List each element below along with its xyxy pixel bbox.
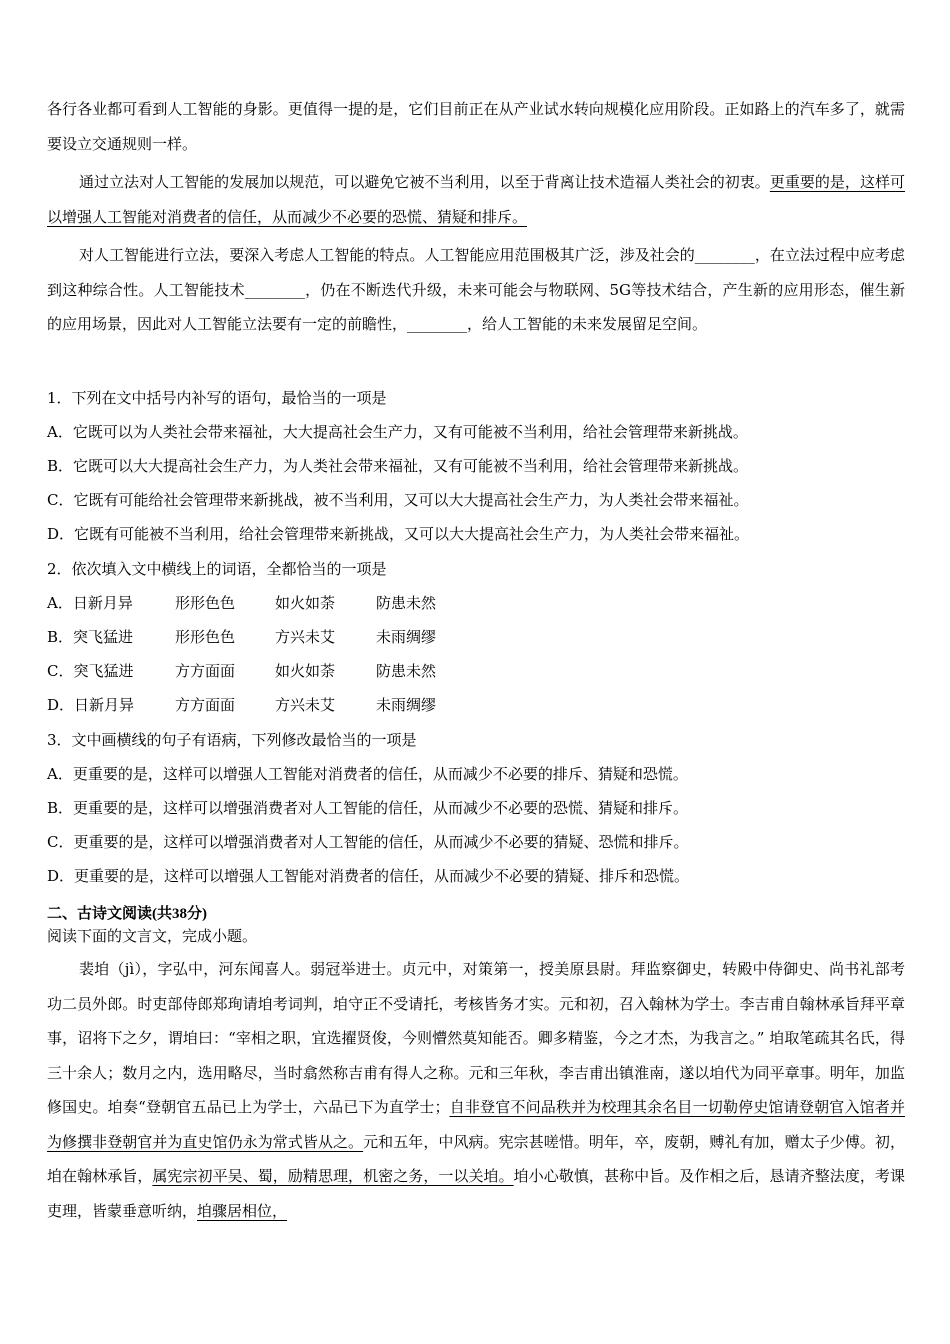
classical-text-a: 裴垍（jì），字弘中，河东闻喜人。弱冠举进士。贞元中，对策第一，授美原县尉。拜监察御史，转殿中侍御史、尚书礼部考功二员外郎。时吏部侍郎郑珣请垍考词判，垍守正不受请托，考核皆务才实。元和初，召入翰林为学士。李吉甫自翰林承旨拜平章事，诏将下之夕，谓垍曰：“宰相之职，宜选擢贤俊，今则懵然莫知能否。卿多精鉴，今之才杰，为我言之。” 垍取笔疏其名氏，得三十余人；数月之内，选用略尽，当时翕然称吉甫有得人之称。元和三年秋，李吉甫出镇淮南，遂以垍代为同平章事。明年，加监修国史。垍奏“登朝官五品已上为学士，六品已下为直学士； [47,960,905,1116]
option-c-word-2: 方方面面 [175,662,236,680]
question-1-option-c: C．它既有可能给社会管理带来新挑战，被不当利用，又可以大大提高社会生产力，为人类社会带来福祉。 [47,491,749,509]
question-2-option-c [47,661,436,681]
classical-underlined-2: 属宪宗初平吴、蜀，励精思理，机密之务，一以关垍。 [152,1167,514,1185]
section-instruction: 阅读下面的文言文，完成小题。 [47,927,258,945]
passage-paragraph-3: 对人工智能进行立法，要深入考虑人工智能的特点。人工智能应用范围极其广泛，涉及社会的________，在立法过程中应考虑到这种综合性。人工智能技术________，仍在不断迭代升级，未来可能会与物联网、5G等技术结合，产生新的应用形态，催生新的应用场景，因此对人工智能立法要有一定的前瞻性，________，给人工智能的未来发展留足空间。 [47,246,905,333]
option-d-word-1: D．日新月异 [47,696,135,714]
option-a-word-2: 形形色色 [175,594,236,612]
paragraph-2-text: 通过立法对人工智能的发展加以规范，可以避免它被不当利用，以至于背离让技术造福人类社会的初衷。 [79,173,770,191]
classical-text-c: 元和五年，中风病。宪宗甚嗟惜。明年，卒，废朝，赙礼有加，赠太子少傅。初，垍在翰林承旨， [47,1132,905,1185]
question-2-option-a [47,593,436,613]
option-a-word-1: A．日新月异 [47,594,133,612]
option-d-word-4: 未雨绸缪 [376,696,437,714]
option-b-word-1: B．突飞猛进 [47,628,134,646]
option-c-word-4: 防患未然 [376,662,437,680]
question-2-option-d [47,695,436,715]
classical-passage [47,952,905,1228]
question-3-stem: 3．文中画横线的句子有语病，下列修改最恰当的一项是 [47,731,417,749]
classical-underlined-1: 自非登官不问品秩并为校理其余名目一切勒停史馆请登朝官入馆者并为修撰非登朝官并为直史馆仍永为常式皆从之。 [47,1098,905,1151]
option-b-word-2: 形形色色 [175,628,236,646]
question-1-option-a: A．它既可以为人类社会带来福祉，大大提高社会生产力，又有可能被不当利用，给社会管理带来新挑战。 [47,423,748,441]
option-d-word-3: 方兴未艾 [275,696,336,714]
underlined-sentence: 更重要的是，这样可以增强人工智能对消费者的信任，从而减少不必要的恐慌、猜疑和排斥。 [47,173,905,226]
passage-paragraph-1: 各行各业都可看到人工智能的身影。更值得一提的是，它们目前正在从产业试水转向规模化应用阶段。正如路上的汽车多了，就需要设立交通规则一样。 [47,100,905,153]
option-b-word-4: 未雨绸缪 [376,628,437,646]
option-c-word-3: 如火如荼 [275,662,336,680]
option-c-word-1: C．突飞猛进 [47,662,134,680]
question-3-option-b: B．更重要的是，这样可以增强消费者对人工智能的信任，从而减少不必要的恐慌、猜疑和排斥。 [47,799,689,817]
passage-paragraph-2 [47,165,905,234]
option-d-word-2: 方方面面 [175,696,236,714]
question-1-option-b: B．它既可以大大提高社会生产力，为人类社会带来福祉，又有可能被不当利用，给社会管理带来新挑战。 [47,457,749,475]
question-3-option-c: C．更重要的是，这样可以增强消费者对人工智能的信任，从而减少不必要的猜疑、恐慌和排斥。 [47,833,689,851]
question-3-option-a: A．更重要的是，这样可以增强人工智能对消费者的信任，从而减少不必要的排斥、猜疑和恐慌。 [47,765,688,783]
classical-underlined-3: 垍骤居相位， [197,1201,288,1220]
question-1-stem: 1．下列在文中括号内补写的语句，最恰当的一项是 [47,389,387,407]
section-heading: 二、古诗文阅读(共38分) [47,906,207,922]
option-a-word-3: 如火如荼 [275,594,336,612]
question-2-stem: 2．依次填入文中横线上的词语，全都恰当的一项是 [47,560,387,578]
question-2-option-b [47,627,436,647]
option-b-word-3: 方兴未艾 [275,628,336,646]
question-1-option-d: D．它既有可能被不当利用，给社会管理带来新挑战，又可以大大提高社会生产力，为人类社会带来福祉。 [47,525,750,543]
option-a-word-4: 防患未然 [376,594,437,612]
classical-text-e: 垍小心敬慎，甚称中旨。及作相之后，恳请齐整法度，考课吏理，皆蒙垂意听纳， [47,1167,905,1220]
question-3-option-d: D．更重要的是，这样可以增强人工智能对消费者的信任，从而减少不必要的猜疑、排斥和恐慌。 [47,867,690,885]
